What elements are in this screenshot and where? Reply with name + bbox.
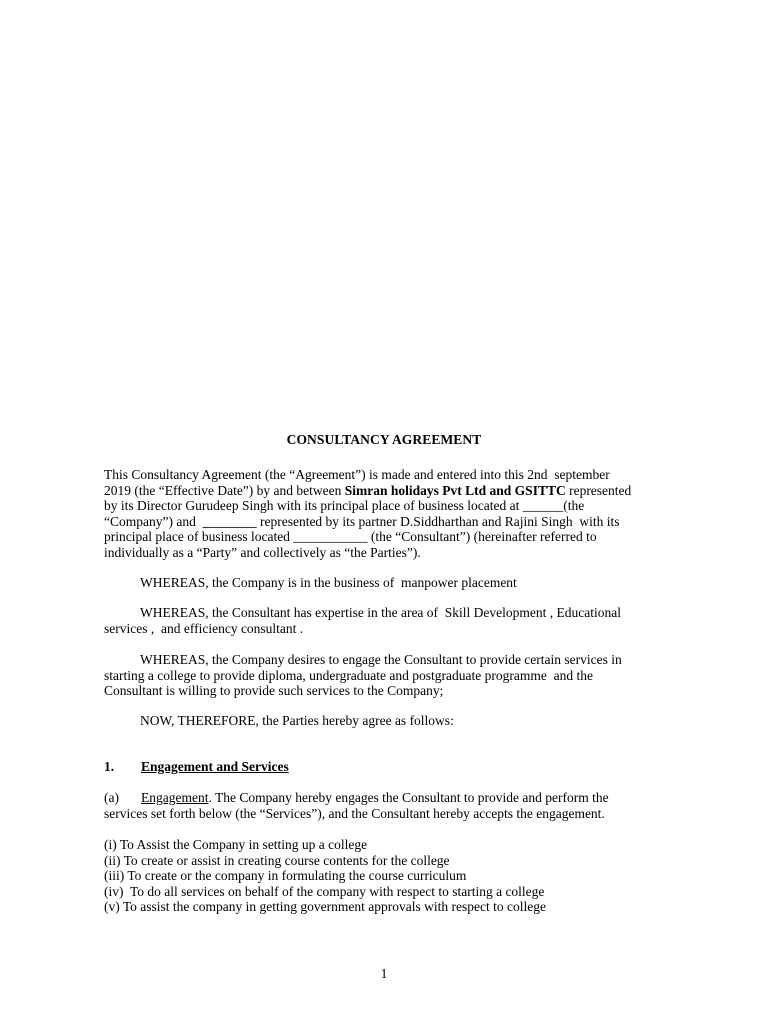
intro-line [104,514,664,530]
services-list [104,837,664,915]
intro-line [104,483,664,499]
service-item: (v) To assist the company in getting government approvals with respect to college [104,899,546,915]
engagement-paragraph [104,790,664,821]
whereas-line: WHEREAS, the Company desires to engage the Consultant to provide certain services in [140,652,622,667]
engagement-label: Engagement [141,790,209,805]
intro-text: “Company”) and [104,513,203,529]
intro-line: individually as a “Party” and collectively as “the Parties”). [104,544,421,560]
party-company-name: Simran holidays Pvt Ltd and GSITTC [344,482,566,498]
whereas-clause-2 [104,605,664,636]
whereas-line: WHEREAS, the Company is in the business of manpower placement [140,575,517,590]
now-therefore-line: NOW, THEREFORE, the Parties hereby agree as follows: [140,713,454,728]
service-item: (iv) To do all services on behalf of the company with respect to starting a college [104,883,545,899]
section-number: 1. [104,759,115,774]
whereas-line: Consultant is willing to provide such services to the Company; [104,683,444,699]
intro-line: This Consultancy Agreement (the “Agreement”) is made and entered into this 2nd september [104,467,610,482]
page-number: 1 [380,966,388,981]
intro-text: represented [565,482,632,498]
intro-line: principal place of business located ___________ (the “Consultant”) (hereinafter referred to [104,529,597,545]
section-heading [104,759,289,775]
intro-text: represented by its partner D.Siddharthan and Rajini Singh with its [256,513,620,529]
document-title: CONSULTANCY AGREEMENT [286,432,482,447]
engagement-text: . The Company hereby engages the Consultant to provide and perform the [208,790,609,805]
service-item: (i) To Assist the Company in setting up a college [104,837,368,852]
whereas-line: starting a college to provide diploma, undergraduate and postgraduate programme and the [104,667,593,683]
whereas-clause-3 [104,652,664,699]
clause-marker: (a) [104,790,119,805]
intro-line: by its Director Gurudeep Singh with its principal place of business located at ______(the [104,498,585,514]
intro-text: 2019 (the “Effective Date”) by and between [104,482,345,498]
engagement-line [104,790,664,806]
consultant-name-blank: ________ [202,513,257,529]
intro-paragraph [104,467,664,561]
whereas-line: WHEREAS, the Consultant has expertise in the area of Skill Development , Educational [140,605,622,620]
service-item: (iii) To create or the company in formulating the course curriculum [104,868,467,884]
section-title: Engagement and Services [141,759,289,774]
whereas-clause-1 [104,575,664,591]
engagement-line: services set forth below (the “Services”), and the Consultant hereby accepts the engagement. [104,805,605,821]
whereas-line: services , and efficiency consultant . [104,620,304,636]
service-item: (ii) To create or assist in creating course contents for the college [104,852,450,868]
now-therefore-clause [104,713,664,729]
